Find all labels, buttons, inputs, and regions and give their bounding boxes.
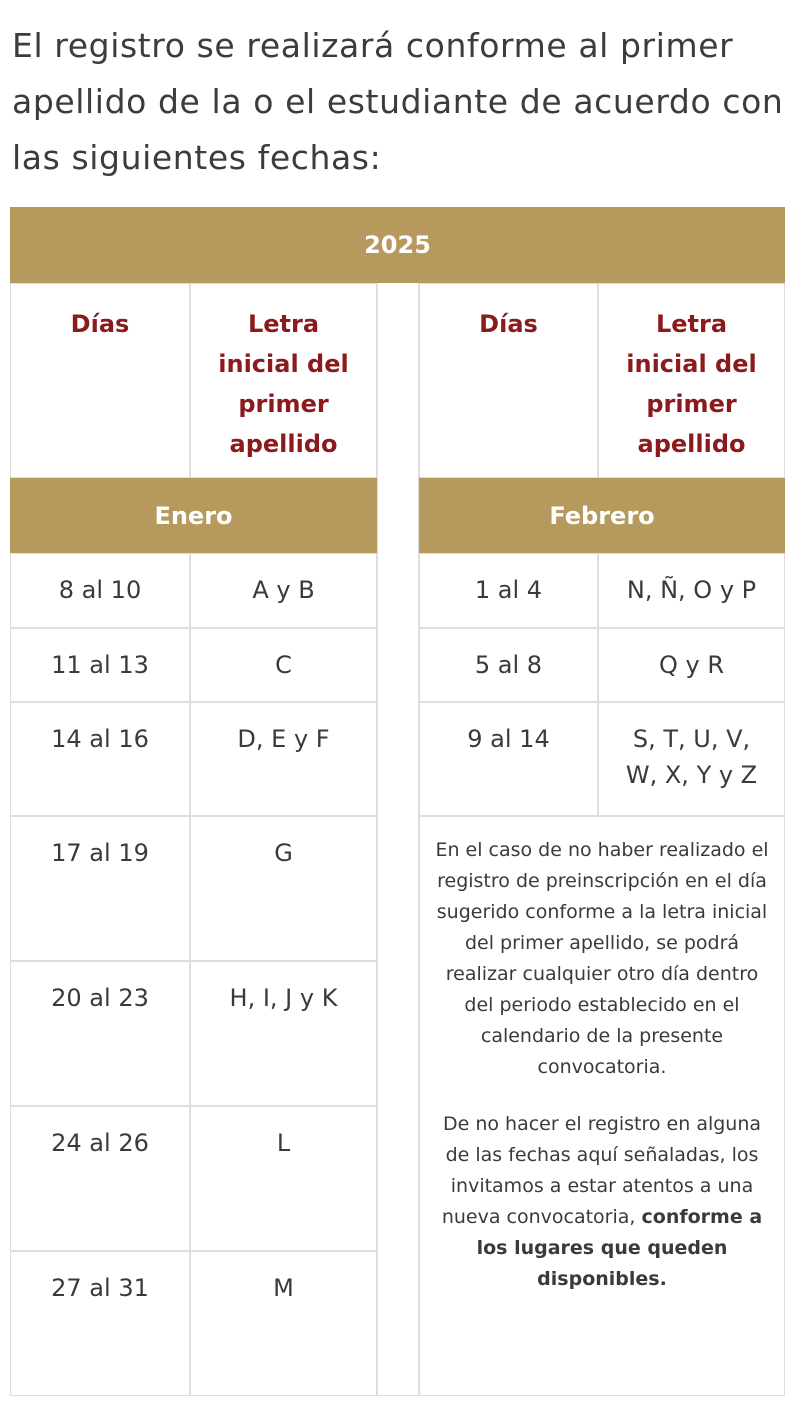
header-letra-enero: Letra inicial del primer apellido [190, 283, 377, 478]
enero-dias: 27 al 31 [10, 1251, 190, 1396]
note-paragraph-2 [434, 1109, 770, 1295]
header-dias-febrero: Días [419, 283, 598, 478]
enero-dias: 14 al 16 [10, 702, 190, 816]
enero-letra: A y B [190, 553, 377, 628]
note-paragraph-2-text: De no hacer el registro en alguna de las fechas aquí señaladas, los invitamos a estar atentos a una nueva convocatoria, [441, 1113, 762, 1228]
header-dias-enero: Días [10, 283, 190, 478]
febrero-dias: 5 al 8 [419, 628, 598, 702]
month-febrero: Febrero [419, 478, 785, 553]
intro-text: El registro se realizará conforme al primer apellido de la o el estudiante de acuerdo con las siguientes fechas: [12, 26, 784, 177]
febrero-dias: 1 al 4 [419, 553, 598, 628]
febrero-letra: S, T, U, V, W, X, Y y Z [598, 702, 785, 816]
year-header: 2025 [10, 207, 785, 283]
enero-dias: 11 al 13 [10, 628, 190, 702]
enero-letra: L [190, 1106, 377, 1251]
column-spacer [377, 283, 419, 1396]
febrero-dias: 9 al 14 [419, 702, 598, 816]
febrero-letra: Q y R [598, 628, 785, 702]
registration-note [419, 816, 785, 1396]
enero-dias: 8 al 10 [10, 553, 190, 628]
month-enero: Enero [10, 478, 377, 553]
enero-letra: D, E y F [190, 702, 377, 816]
note-paragraph-1: En el caso de no haber realizado el registro de preinscripción en el día sugerido conforme a la letra inicial del primer apellido, se podrá realizar cualquier otro día dentro del periodo establecido en el calendario de la presente convocatoria. [435, 839, 769, 1078]
febrero-letra: N, Ñ, O y P [598, 553, 785, 628]
enero-dias: 20 al 23 [10, 961, 190, 1106]
note-paragraph-2-bold: conforme a los lugares que queden disponibles. [476, 1206, 763, 1290]
enero-letra: C [190, 628, 377, 702]
enero-letra: G [190, 816, 377, 961]
enero-letra: M [190, 1251, 377, 1396]
enero-dias: 17 al 19 [10, 816, 190, 961]
header-letra-febrero: Letra inicial del primer apellido [598, 283, 785, 478]
enero-dias: 24 al 26 [10, 1106, 190, 1251]
enero-letra: H, I, J y K [190, 961, 377, 1106]
